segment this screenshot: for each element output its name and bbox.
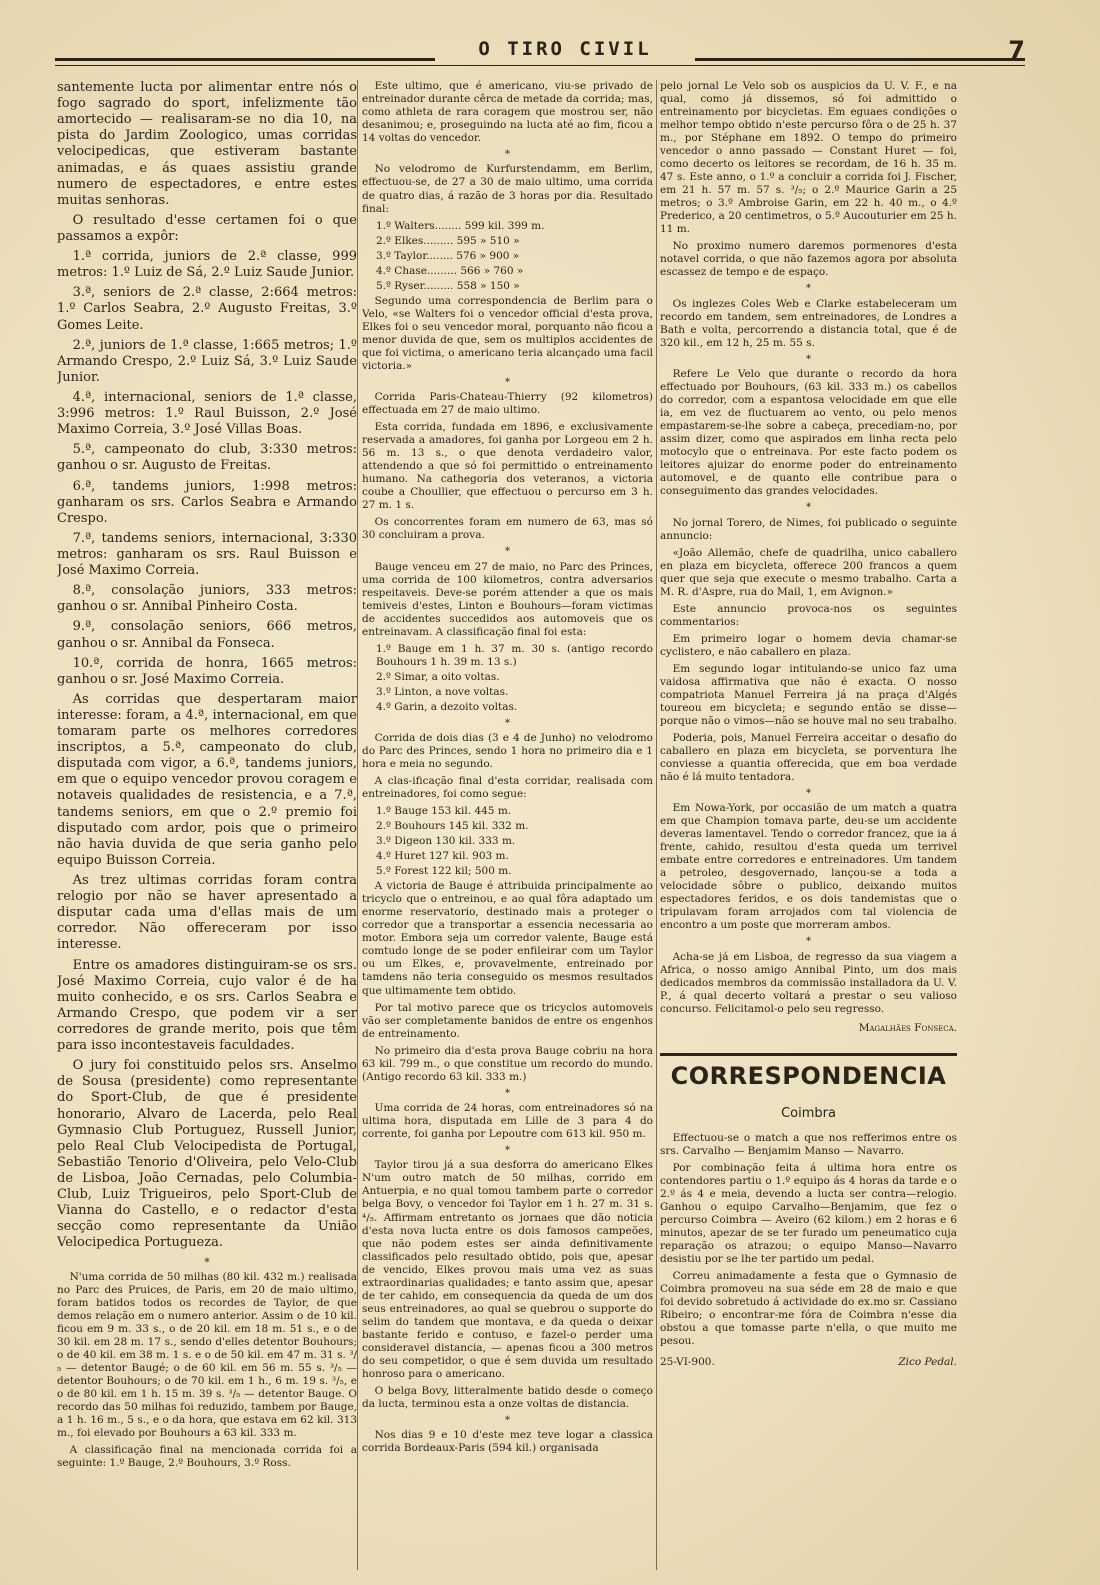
section-separator: * [505,376,510,388]
paragraph: A clas-ificação final d'esta corridar, realisada com entreinadores, foi como segue: [362,775,653,801]
author-signature: Magalhães Fonseca. [858,1021,957,1034]
paragraph: A classificação final na mencionada corrida foi a seguinte: 1.º Bauge, 2.º Bouhours, 3.º Ross. [57,1444,357,1470]
paragraph: santemente lucta por alimentar entre nós o fogo sagrado do sport, infelizmente tão amortecido — realisaram-se no dia 10, na pista do Jardim Zoologico, umas corridas velocipedicas, que estiveram bastante animadas, e ás quaes assistiu grande numero de espectadores, e entre estes muitas senhoras. [57,80,357,208]
paragraph: pelo jornal Le Velo sob os auspicios da U. V. F., e na qual, como já dissemos, só foi admittido o entreinamento por bicycletas. Em eguaes condições o melhor tempo obtido n'este percurso fôra o de 25 h. 37 m., por Stéphane em 1892. O tempo do primeiro vencedor o anno passado — Constant Huret — foi, como decerto os leitores se recordam, de 16 h. 35 m. 47 s. Este anno, o 1.º a concluir a corrida foi J. Fischer, em 21 h. 57 m. 57 s. ³/₅; o 2.º Maurice Garin a 25 metros; o 3.º Ambroise Garin, em 22 h. 40 m., o 4.º Prederico, a 20 centimetros, o 5.º Aucouturier em 25 h. 11 m. [660,80,957,236]
newspaper-title: O TIRO CIVIL [478,38,652,60]
section-separator: * [505,1087,510,1099]
paragraph: O jury foi constituido pelos srs. Anselmo de Sousa (presidente) como representante do Sport-Club, de que é presidente honorario, Alvaro de Lacerda, pelo Real Gymnasio Club Portuguez, Russell Junior, pelo Real Club Velocipedista de Portugal, Sebastião Tenorio d'Oliveira, pelo Velo-Club de Lisboa, João Cernadas, pelo Columbia-Club, Luiz Trigueiros, pelo Sport-Club de Vianna do Castello, e o redactor d'esta secção como representante da União Velocipedica Portugueza. [57,1058,357,1251]
section-separator: * [806,502,811,514]
paragraph: Corrida de dois dias (3 e 4 de Junho) no velodromo do Parc des Princes, sendo 1 hora no primeiro dia e 1 hora e meia no segundo. [362,732,653,771]
page-number: 7 [1008,36,1025,64]
section-separator: * [806,936,811,948]
paragraph: Uma corrida de 24 horas, com entreinadores só na ultima hora, disputada em Lille de 3 para 4 do corrente, foi ganha por Lepoutre com 613 kil. 950 m. [362,1102,653,1141]
paragraph: Este annuncio provoca-nos os seguintes commentarios: [660,602,957,628]
paragraph: As corridas que despertaram maior interesse: foram, a 4.ª, internacional, em que tomaram parte os melhores corredores inscriptos, a 5.ª, campeonato do club, disputada com vigor, a 6.ª, tandems juniors, em que o equipo vencedor provou coragem e notaveis qualidades de resistencia, e a 7.ª, tandems seniors, em que o 2.º premio foi disputado com ardor, pois que o primeiro não havia duvida de que seria ganho pelo equipo Buisson Correia. [57,691,357,868]
result-item: 4.ª, internacional, seniors de 1.ª classe, 3:996 metros: 1.º Raul Buisson, 2.º José Maximo Correia, 3.º José Villas Boas. [57,389,357,438]
paragraph: Os concorrentes foram em numero de 63, mas só 30 concluiram a prova. [362,516,653,542]
quote-paragraph: «João Allemão, chefe de quadrilha, unico caballero en plaza em bicycleta, offerece 200 francos a quem quer que seja que execute o mesmo trabalho. Carta a M. R. d'Aspre, rua do Mail, 1, em Avignon.» [660,546,957,598]
bauge-result-row: 2.º Simar, a oito voltas. [376,670,500,683]
section-separator: * [505,149,510,161]
header-rule-thin [55,65,1025,66]
paragraph: N'uma corrida de 50 milhas (80 kil. 432 m.) realisada no Parc des Pruices, de Paris, em 20 de maio ultimo, foram batidos todos os recordes de Taylor, de que demos relação em o numero anterior. Assim o de 10 kil. ficou em 9 m. 33 s., o de 20 kil. em 18 m. 51 s., e o de 30 kil. em 28 m. 17 s., sendo d'elles detentor Bouhours; o de 40 kil. em 38 m. 1 s. e o de 50 kil. em 47 m. 31 s. ³/₅ — detentor Baugé; o de 60 kil. em 56 m. 55 s. ³/₅ — detentor Bouhours; o de 70 kil. em 1 h., 6 m. 19 s. ³/₅, e o de 80 kil. em 1 h. 15 m. 39 s. ³/₅ — detentor Bauge. O recordo das 50 milhas foi reduzido, tambem por Bauge, a 1 h. 16 m., 5 s., e o da hora, que estava em 62 kil. 313 m., foi elevado por Bouhours a 63 kil. 333 m. [57,1271,357,1440]
column-2 [362,80,653,1570]
paragraph: Esta corrida, fundada em 1896, e exclusivamente reservada a amadores, foi ganha por Lorgeou em 2 h. 56 m. 13 s., o que denota verdadeiro valor, attendendo a que só foi permittido o entreinamento humano. Na cathegoria dos veteranos, a victoria coube a Choullier, que effectuou o percurso em 3 h. 27 m. 1 s. [362,421,653,512]
correspondent-name: Zico Pedal. [898,1356,957,1369]
column-3 [660,80,957,1570]
paragraph: Em Nowa-York, por occasião de um match a quatra em que Champion tomava parte, deu-se um accidente deveras lamentavel. Tendo o corredor francez, que ia á frente, cahido, resultou d'esta queda um terrivel embate entre corredores e entreinadores. Um tandem a petroleo, desgovernado, lançou-se a toda a velocidade sôbre o publico, deixando muitos espectadores feridos, e os dois tandemistas que o tripulavam foram arrojados com tal violencia de encontro a um poste que morreram ambos. [660,802,957,932]
paragraph: As trez ultimas corridas foram contra relogio por não se haver apresentado a disputar cada uma d'ellas mais de um corredor. Não offereceram por isso interesse. [57,873,357,953]
section-separator: * [505,1414,510,1426]
result-item: 3.ª, seniors de 2.ª classe, 2:664 metros: 1.º Carlos Seabra, 2.º Augusto Freitas, 3.º Gomes Leite. [57,285,357,333]
paragraph: Taylor tirou já a sua desforra do americano Elkes N'um outro match de 50 milhas, corrido em Antuerpia, e no qual tomou tambem parte o corredor belga Bovy, o vencedor foi Taylor em 1 h. 27 m. 31 s. ⁴/₅. Affirmam entretanto os jornaes que dão noticia d'esta nova lucta entre os dois famosos campeões, que não podem estes ser ainda definitivamente classificados pelo resultado obtido, pois que, apesar de vencido, Elkes provou mais uma vez as suas extraordinarias qualidades; e tanto assim que, apesar de ter cahido, em consequencia da queda de um dos seus entreinadores, ao qual se quebrou o supporte do selim do tandem que montava, e da queda o deixar bastante ferido e contuso, e fazel-o perder uma consideravel distancia, — apenas ficou a 300 metros do seu competidor, o que é sem duvida um resultado honroso para o americano. [362,1159,653,1380]
paragraph: Este ultimo, que é americano, viu-se privado de entreinador durante cêrca de metade da corrida; mas, como athleta de rara coragem que mostrou ser, não desanimou; e, proseguindo na lucta até ao fim, ficou a 14 voltas do vencedor. [362,80,653,145]
section-separator: * [806,283,811,295]
header-rule-right [695,58,1025,61]
paragraph: No proximo numero daremos pormenores d'esta notavel corrida, o que não fazemos agora por absoluta escassez de tempo e de espaço. [660,240,957,279]
paragraph: Segundo uma correspondencia de Berlim para o Velo, «se Walters foi o vencedor official d'esta prova, Elkes foi o seu vencedor moral, porquanto não ficou a menor duvida de que, sem os multiplos accidentes de que foi victima, o americano teria alcançado uma facil victoria.» [362,294,653,372]
header-rule-left [55,58,435,61]
dateline: 25-VI-900. [660,1356,715,1369]
section-separator: * [806,787,811,799]
paragraph: Correu animadamente a festa que o Gymnasio de Coimbra promoveu na sua séde em 28 de maio e que foi devido sobretudo á actividade do ex.mo sr. Cassiano Ribeiro; o encontrar-me fóra de Coimbra n'esse dia obstou a que tomasse parte n'ella, o que muito me pesou. [660,1269,957,1348]
berlin-result-row: 3.º Taylor........ 576 » 900 » [376,249,520,262]
paragraph: O belga Bovy, litteralmente batido desde o começo da lucta, terminou esta a onze voltas de distancia. [362,1384,653,1410]
paragraph: Bauge venceu em 27 de maio, no Parc des Princes, uma corrida de 100 kilometros, contra adversarios respeitaveis. Deve-se porém attender a que os mais temiveis d'estes, Linton e Bouhours—foram victimas de accidentes succedidos aos automoveis que os entreinavam. A classificação final foi esta: [362,560,653,638]
result-item: 2.ª, juniors de 1.ª classe, 1:665 metros; 1.º Armando Crespo, 2.º Luiz Sá, 3.º Luiz Saude Junior. [57,337,357,385]
result-item: 5.ª, campeonato do club, 3:330 metros: ganhou o sr. Augusto de Freitas. [57,442,357,474]
two-day-result-row: 3.º Digeon 130 kil. 333 m. [376,835,516,848]
paragraph: O resultado d'esse certamen foi o que passamos a expôr: [57,212,357,244]
paragraph: Em segundo logar intitulando-se unico faz uma vaidosa affirmativa que não é exacta. O nosso compatriota Manuel Ferreira já na praça d'Algés toureou em bicycleta; e segundo então se disse—porque não o vimos—não se houve mal no seu trabalho. [660,662,957,727]
paragraph: Effectuou-se o match a que nos refferimos entre os srs. Carvalho — Benjamim Manso — Navarro. [660,1131,957,1157]
paragraph: Os inglezes Coles Web e Clarke estabeleceram um recordo em tandem, sem entreinadores, de Londres a Bath e volta, percorrendo a distancia total, que é de 320 kil., em 12 h, 25 m. 55 s. [660,297,957,349]
paragraph: No velodromo de Kurfurstendamm, em Berlim, effectuou-se, de 27 a 30 de maio ultimo, uma corrida de quatro dias, á razão de 3 horas por dia. Resultado final: [362,163,653,215]
bauge-result-row: 3.º Linton, a nove voltas. [376,685,509,698]
paragraph: Em primeiro logar o homem devia chamar-se cyclistero, e não caballero en plaza. [660,632,957,658]
paragraph: A victoria de Bauge é attribuida principalmente ao tricyclo que o entreinou, e ao qual fôra adaptado um enorme reservatorio, destinado mais a proteger o corredor que a transportar a essencia necessaria ao motor. Embora seja um corredor valente, Bauge está comtudo longe de se poder enfileirar com um Taylor ou um Elkes, e, provavelmente, entreinado por tamdens não teria conseguido os mesmos resultados que ultimamente tem obtido. [362,880,653,997]
berlin-result-row: 4.º Chase......... 566 » 760 » [376,264,524,277]
two-day-result-row: 1.º Bauge 153 kil. 445 m. [376,805,512,818]
paragraph: Por tal motivo parece que os tricyclos automoveis vão ser completamente banidos de entre os engenhos de entreinamento. [362,1001,653,1040]
paragraph: No primeiro dia d'esta prova Bauge cobriu na hora 63 kil. 799 m., o que constitue um recordo do mundo. (Antigo recordo 63 kil. 333 m.) [362,1044,653,1083]
section-separator: * [806,353,811,365]
result-item: 9.ª, consolação seniors, 666 metros, ganhou o sr. Annibal da Fonseca. [57,619,357,651]
page-header [55,30,1075,74]
column-1 [57,80,357,1570]
paragraph: Refere Le Velo que durante o recordo da hora effectuado por Bouhours, (63 kil. 333 m.) os cabellos do corredor, com a espantosa velocidade em que elle ia, em vez de fluctuarem ao vento, ou pelo menos empastarem-se-lhe sobre a cabeça, precediam-no, por assim dizer, como que aspirados em linha recta pelo motocylo que o entreinava. Por este facto podem os leitores ajuizar do enorme poder do entreinamento automovel, e de quanto elle contribue para o conseguimento das grandes velocidades. [660,368,957,498]
berlin-result-row: 2.º Elkes......... 595 » 510 » [376,234,520,247]
paragraph: Corrida Paris-Chateau-Thierry (92 kilometros) effectuada em 27 de maio ultimo. [362,391,653,417]
berlin-result-row: 5.º Ryser......... 558 » 150 » [376,279,520,292]
paragraph: Nos dias 9 e 10 d'este mez teve logar a classica corrida Bordeaux-Paris (594 kil.) organisada [362,1429,653,1455]
column-divider-2 [656,80,657,1570]
result-item: 10.ª, corrida de honra, 1665 metros: ganhou o sr. José Maximo Correia. [57,655,357,687]
section-separator: * [505,546,510,558]
two-day-result-row: 2.º Bouhours 145 kil. 332 m. [376,820,529,833]
bauge-result-row: 4.º Garin, a dezoito voltas. [376,700,518,713]
paragraph: Acha-se já em Lisboa, de regresso da sua viagem a Africa, o nosso amigo Annibal Pinto, um dos mais dedicados membros da commissão installadora da U. V. P., á qual decerto voltará a prestar o seu valioso concurso. Felicitamol-o pelo seu regresso. [660,950,957,1015]
section-subheading: Coimbra [781,1105,836,1121]
section-separator: * [204,1255,210,1269]
section-title: CORRESPONDENCIA [670,1061,947,1090]
paragraph: No jornal Torero, de Nimes, foi publicado o seguinte annuncio: [660,516,957,542]
signoff [660,1356,957,1369]
paragraph: Entre os amadores distinguiram-se os srs. José Maximo Correia, cujo valor é de ha muito conhecido, e os srs. Carlos Seabra e Armando Crespo, que podem vir a ser corredores de grande merito, pois que têm para isso incontestaveis faculdades. [57,957,357,1054]
result-item: 6.ª, tandems juniors, 1:998 metros: ganharam os srs. Carlos Seabra e Armando Crespo. [57,478,357,526]
result-item: 7.ª, tandems seniors, internacional, 3:330 metros: ganharam os srs. Raul Buisson e José Maximo Correia. [57,530,357,579]
bauge-result-row: 1.º Bauge em 1 h. 37 m. 30 s. (antigo recordo Bouhours 1 h. 39 m. 13 s.) [376,642,653,668]
result-item: 8.ª, consolação juniors, 333 metros: ganhou o sr. Annibal Pinheiro Costa. [57,583,357,615]
section-rule [660,1053,957,1056]
two-day-result-row: 4.º Huret 127 kil. 903 m. [376,850,509,863]
section-separator: * [505,1145,510,1157]
column-divider-1 [357,80,358,1570]
paragraph: Poderia, pois, Manuel Ferreira acceitar o desafio do caballero en plaza em bicycleta, se porventura lhe conviesse a quantia offerecida, que em boa verdade não é lá muito tentadora. [660,731,957,783]
paragraph: Por combinação feita á ultima hora entre os contendores partiu o 1.º equipo ás 4 horas da tarde e o 2.º ás 4 e meia, devendo a lucta ser contra—relogio. Ganhou o equipo Carvalho—Benjamim, que fez o percurso Coimbra — Aveiro (62 kilom.) em 2 horas e 6 minutos, apezar de se ter furado um peneumatico cuja reparação os atrazou; o equipo Manso—Navarro desistiu por se lhe ter partido um pedal. [660,1161,957,1265]
berlin-result-row: 1.º Walters........ 599 kil. 399 m. [376,219,545,232]
result-item: 1.ª corrida, juniors de 2.ª classe, 999 metros: 1.º Luiz de Sá, 2.º Luiz Saude Junior. [57,249,357,281]
section-separator: * [505,717,510,729]
two-day-result-row: 5.º Forest 122 kil; 500 m. [376,865,512,878]
